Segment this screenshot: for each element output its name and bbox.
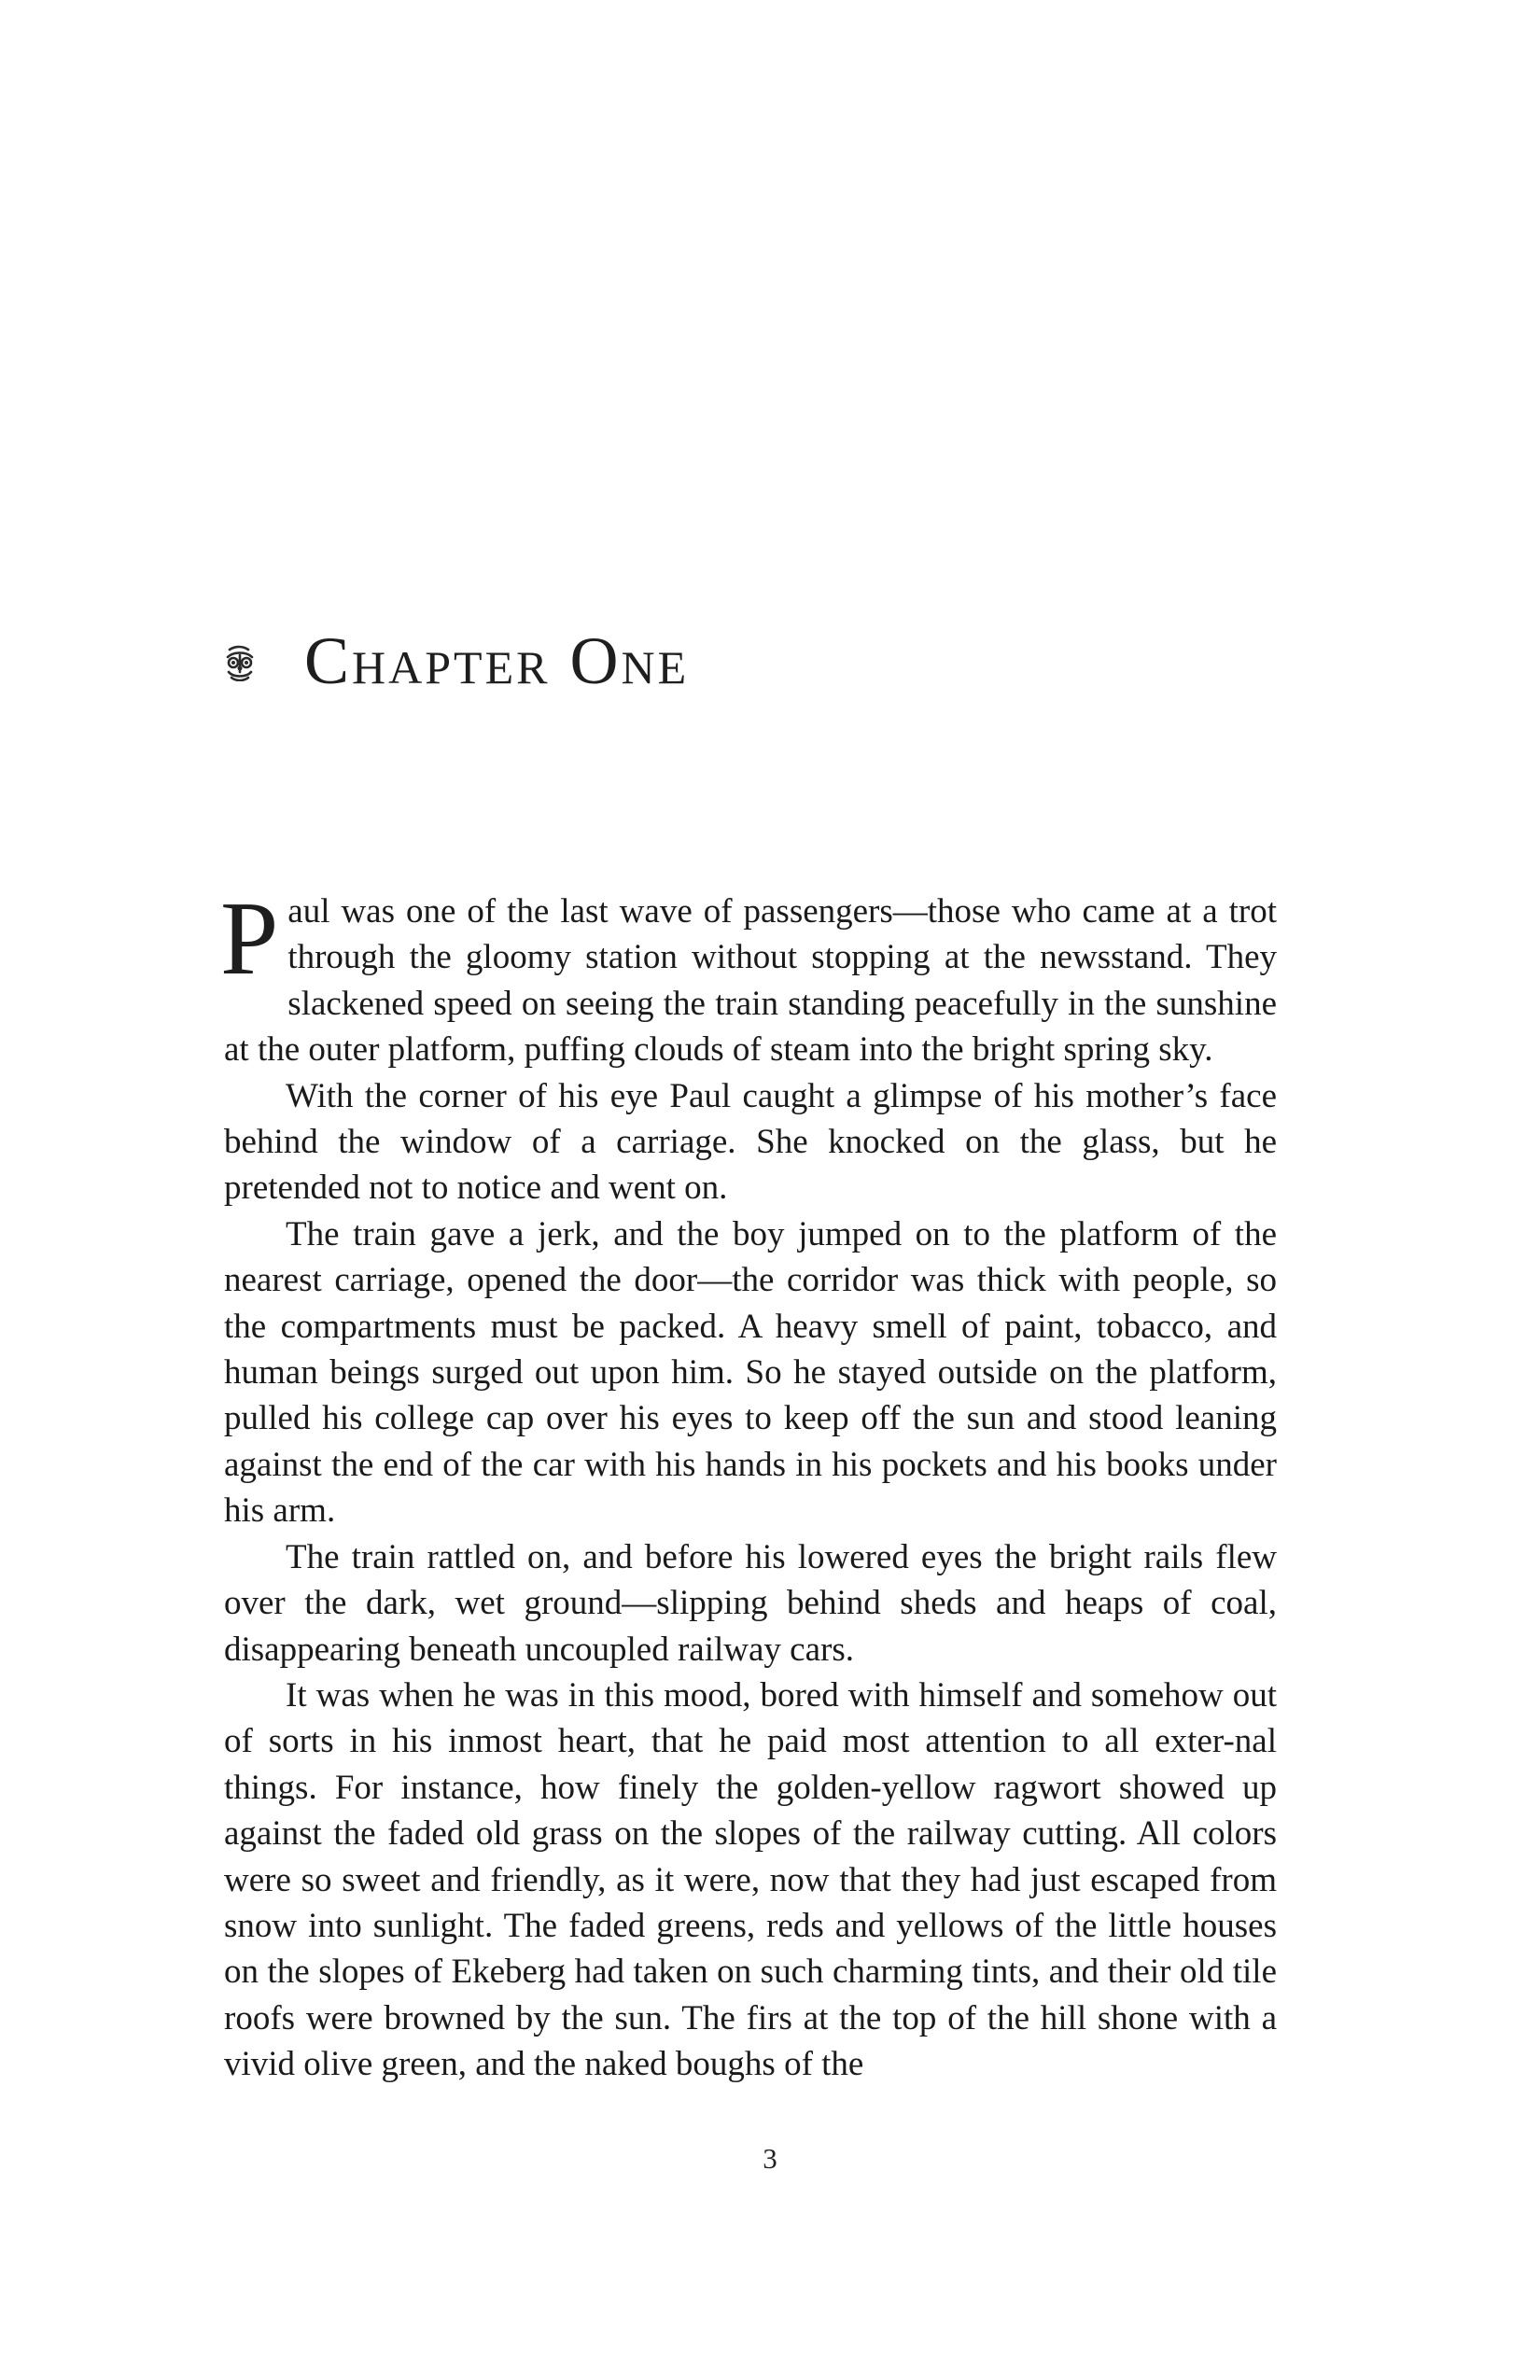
paragraph-3: The train gave a jerk, and the boy jumped on to the platform of the nearest carriage, opened the door—the corridor was thick with people, so the compartments must be packed. A heavy smell of paint, tobacco, and human beings surged out upon him. So he stayed outside on the platform, pulled his college cap over his eyes to keep off the sun and stood leaning against the end of the car with his hands in his pockets and his books under his arm. — [224, 1214, 1277, 1531]
paragraph-4: The train rattled on, and before his lowered eyes the bright rails flew over the dark, wet ground—slipping behind sheds and heaps of coal, disappearing beneath uncoupled railway cars. — [224, 1537, 1277, 1669]
paragraph-1-text: aul was one of the last wave of passengers—those who came at a trot through the gloomy station without stopping at the newsstand. They slackened speed on seeing the train standing peacefully in the sunshine at the outer platform, puffing clouds of steam into the bright spring sky. — [224, 892, 1277, 1070]
paragraph-2: With the corner of his eye Paul caught a glimpse of his mother’s face behind the window of a carriage. She knocked on the glass, but he pretended not to notice and went on. — [224, 1076, 1277, 1208]
page-number: 3 — [763, 2142, 777, 2175]
chapter-title: Chapter One — [304, 623, 690, 698]
chapter-heading — [224, 623, 690, 698]
fleuron-icon — [224, 644, 256, 681]
paragraph-5: It was when he was in this mood, bored with himself and somehow out of sorts in his inmost heart, that he paid most attention to all exter-nal things. For instance, how finely the golden-yellow ragwort showed up against the faded old grass on the slopes of the railway cutting. All colors were so sweet and friendly, as it were, now that they had just escaped from snow into sunlight. The faded greens, reds and yellows of the little houses on the slopes of Ekeberg had taken on such charming tints, and their old tile roofs were browned by the sun. The firs at the top of the hill shone with a vivid olive green, and the naked boughs of the — [224, 1675, 1277, 2084]
paragraph-1 — [220, 881, 1277, 1073]
drop-cap: P — [220, 881, 279, 997]
chapter-body — [220, 881, 1277, 2088]
